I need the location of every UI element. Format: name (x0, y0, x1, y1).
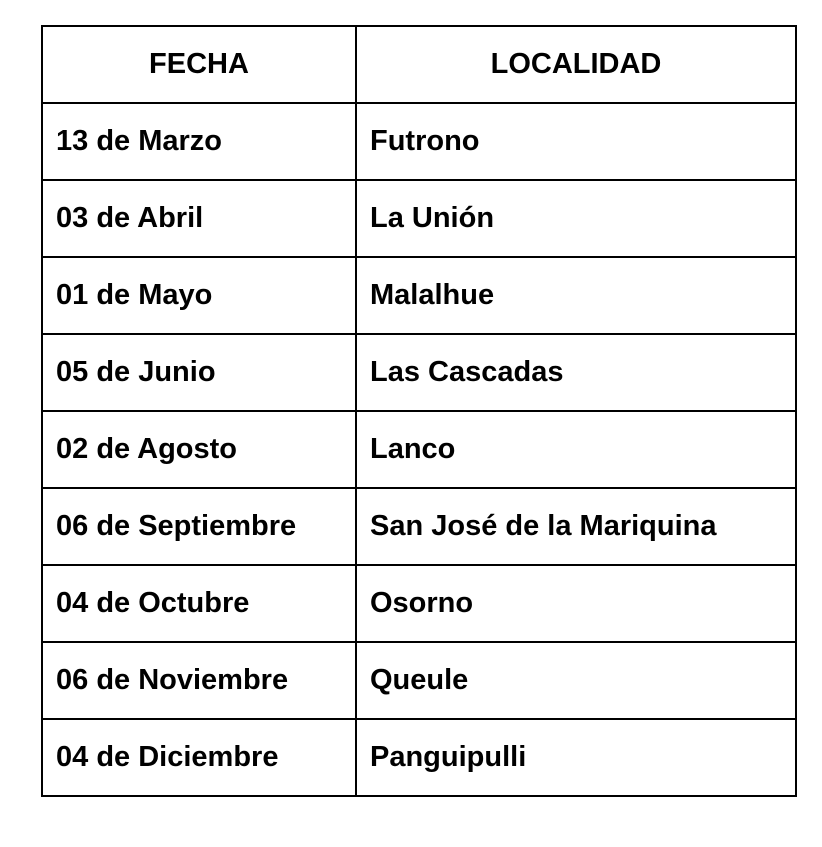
table-row (42, 411, 796, 488)
table-row (42, 180, 796, 257)
place-cell: Panguipulli (356, 719, 796, 796)
date-cell: 04 de Octubre (42, 565, 356, 642)
date-cell: 13 de Marzo (42, 103, 356, 180)
schedule-table (41, 25, 797, 797)
table-row (42, 334, 796, 411)
place-cell: Futrono (356, 103, 796, 180)
header-localidad: LOCALIDAD (356, 26, 796, 103)
table-row (42, 642, 796, 719)
place-cell: Lanco (356, 411, 796, 488)
place-cell: Osorno (356, 565, 796, 642)
date-cell: 04 de Diciembre (42, 719, 356, 796)
date-cell: 05 de Junio (42, 334, 356, 411)
place-cell: La Unión (356, 180, 796, 257)
date-cell: 06 de Noviembre (42, 642, 356, 719)
table-row (42, 257, 796, 334)
table-row (42, 488, 796, 565)
date-cell: 03 de Abril (42, 180, 356, 257)
place-cell: Malalhue (356, 257, 796, 334)
place-cell: Las Cascadas (356, 334, 796, 411)
table-row (42, 103, 796, 180)
date-cell: 02 de Agosto (42, 411, 356, 488)
header-fecha: FECHA (42, 26, 356, 103)
place-cell: Queule (356, 642, 796, 719)
table-header-row (42, 26, 796, 103)
date-cell: 06 de Septiembre (42, 488, 356, 565)
table-row (42, 719, 796, 796)
place-cell: San José de la Mariquina (356, 488, 796, 565)
date-cell: 01 de Mayo (42, 257, 356, 334)
table-row (42, 565, 796, 642)
